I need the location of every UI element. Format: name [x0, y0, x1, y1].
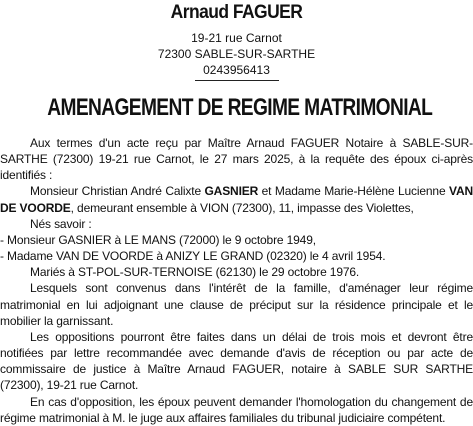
husband-surname: GASNIER	[204, 184, 259, 199]
born-label: Nés savoir :	[30, 216, 92, 231]
birth-husband: - Monsieur GASNIER à LE MANS (72000) le 9 octobre 1949,	[0, 232, 316, 247]
wife-surname: VAN DE VOORDE	[0, 184, 473, 215]
notary-name: Arnaud FAGUER	[170, 2, 303, 23]
notary-phone: 0243956413	[203, 63, 270, 77]
paragraph-oppositions: Les oppositions pourront être faites dans un délai de trois mois et devront être notifiées par lettre recommandée avec demande d'avis de réception ou par acte de commissaire de justice à Maître Arnaud FAGUER, notaire à SABLE SUR SARTHE (72300), 19-21 rue Carnot.	[0, 329, 473, 393]
announcement-title: AMENAGEMENT DE REGIME MATRIMONIAL	[47, 94, 433, 121]
spouses-address: , demeurant ensemble à VION (72300), 11, impasse des Violettes,	[70, 200, 414, 215]
spouses-intro: Monsieur Christian André Calixte	[30, 184, 205, 199]
marriage-info: Mariés à ST-POL-SUR-TERNOISE (62130) le 29 octobre 1976.	[30, 265, 360, 280]
paragraph-agreement: Lesquels sont convenus dans l'intérêt de la famille, d'aménager leur régime matrimonial en lui adjoignant une clause de préciput sur la résidence principale et le mobilier la garnissant.	[0, 281, 473, 328]
paragraph-homologation: En cas d'opposition, les époux peuvent demander l'homologation du changement de régime matrimonial à M. le juge aux affaires familiales du tribunal judiciaire compétent.	[0, 394, 473, 425]
birth-wife: - Madame VAN DE VOORDE à ANIZY LE GRAND (02320) le 4 avril 1954.	[0, 249, 386, 264]
address-line-city: 72300 SABLE-SUR-SARTHE	[157, 47, 316, 61]
spouses-middle: et Madame Marie-Hélène Lucienne	[258, 184, 449, 199]
separator-line	[195, 80, 279, 81]
paragraph-spouses	[0, 183, 473, 215]
address-line-street: 19-21 rue Carnot	[191, 31, 282, 45]
announcement-body	[0, 135, 473, 426]
notary-address	[0, 30, 473, 78]
paragraph-deed: Aux termes d'un acte reçu par Maître Arnaud FAGUER Notaire à SABLE-SUR-SARTHE (72300) 19-21 rue Carnot, le 27 mars 2025, à la requête des époux ci-après identifiés :	[0, 136, 473, 183]
